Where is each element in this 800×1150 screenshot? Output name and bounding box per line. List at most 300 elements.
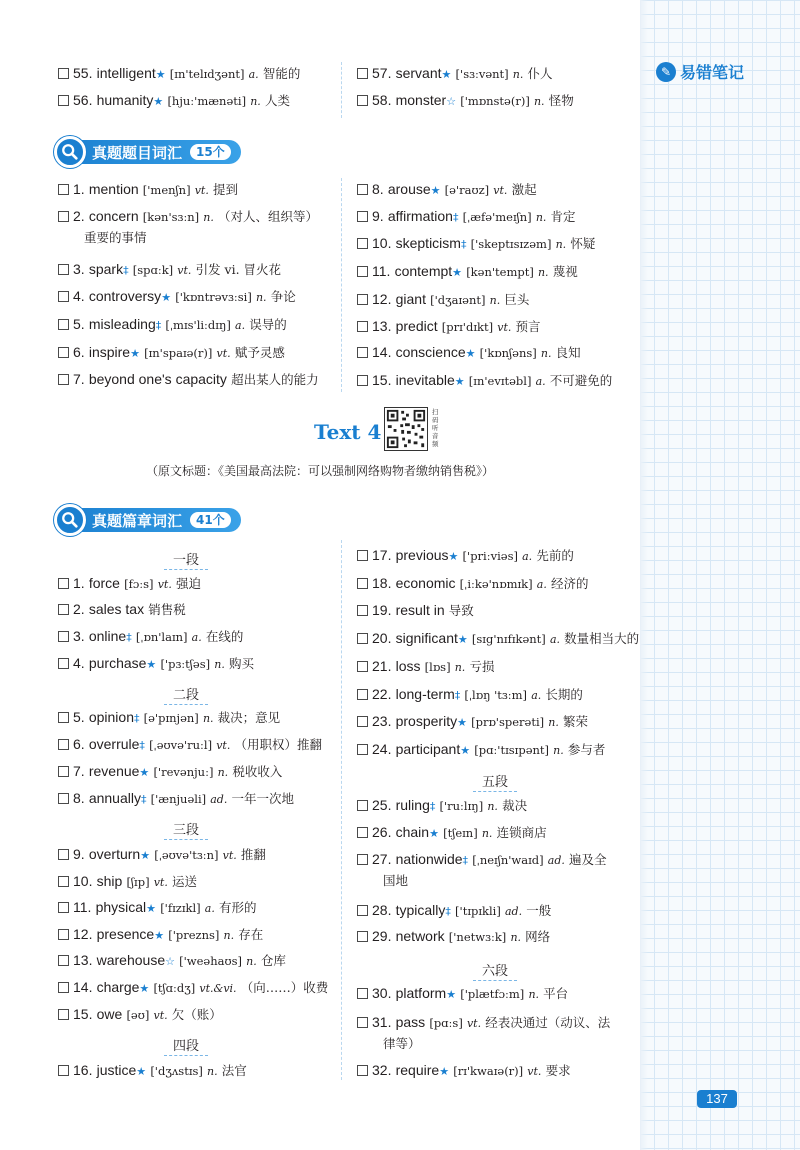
vocab-entry (357, 628, 657, 650)
entry-pronunciation: [spɑːk] (132, 263, 174, 277)
entry-word: inspire (88, 344, 131, 360)
checkbox[interactable] (357, 68, 368, 79)
entry-meaning: 遍及全 (569, 852, 607, 867)
entry-word: servant (395, 65, 442, 81)
entry-pronunciation: [rɪ'kwaɪə(r)] (453, 1064, 524, 1078)
entry-pronunciation: [sɪg'nɪfɪkənt] (471, 632, 546, 646)
entry-pronunciation: ['plætfɔːm] (460, 987, 525, 1001)
entry-meaning: 裁决；意见 (217, 710, 281, 725)
frequency-star-icon: ‡ (155, 319, 162, 332)
entry-word: chain (395, 824, 430, 840)
entry-meaning: 肯定 (550, 209, 576, 224)
entry-meaning: 法官 (221, 1063, 247, 1078)
pen-icon: ✎ (656, 62, 676, 82)
entry-meaning-continued: 律等） (383, 1036, 421, 1051)
entry-meaning: 仓库 (260, 953, 286, 968)
entry-number: 18. (372, 575, 392, 591)
checkbox[interactable] (58, 291, 69, 302)
entry-pronunciation: [ɪn'spaɪə(r)] (144, 346, 213, 360)
entry-pronunciation: ['skeptɪsɪzəm] (470, 237, 552, 251)
entry-word: warehouse (96, 952, 166, 968)
checkbox[interactable] (58, 578, 69, 589)
vocab-entry (58, 734, 358, 756)
entry-meaning: 强迫 (175, 576, 201, 591)
entry-pronunciation: [pɑː'tɪsɪpənt] (474, 743, 550, 757)
vocab-entry (58, 653, 358, 675)
frequency-star-icon: ‡ (429, 800, 436, 813)
entry-pronunciation: ['menʃn] (142, 183, 191, 197)
vocab-entry (58, 90, 358, 112)
frequency-star-icon: ★ (457, 716, 467, 729)
entry-number: 8. (73, 790, 85, 806)
checkbox[interactable] (357, 605, 368, 616)
entry-word: long-term (395, 686, 455, 702)
entry-pronunciation: [ˌɒn'laɪn] (135, 630, 188, 644)
entry-word: result in (395, 602, 445, 618)
entry-part-of-speech: n. (250, 95, 261, 108)
entry-word: prosperity (395, 713, 458, 729)
entry-part-of-speech: n. (255, 291, 267, 304)
entry-pronunciation: [tʃɑːdʒ] (153, 981, 196, 995)
entry-part-of-speech: n. (528, 988, 540, 1001)
entry-number: 6. (73, 736, 85, 752)
checkbox[interactable] (357, 347, 368, 358)
entry-part-of-speech: vt. (216, 739, 231, 752)
entry-word: presence (96, 926, 155, 942)
entry-number: 28. (372, 902, 392, 918)
entry-number: 20. (372, 630, 392, 646)
entry-number: 10. (73, 873, 93, 889)
vocab-entry (58, 844, 358, 866)
entry-word: physical (95, 899, 147, 915)
entry-word: typically (395, 902, 446, 918)
vocab-entry (58, 259, 358, 281)
paragraph-heading-3: 三段 (156, 819, 216, 838)
frequency-star-icon: ★ (139, 982, 150, 995)
entry-word: monster (395, 92, 447, 108)
checkbox[interactable] (357, 854, 368, 865)
checkbox[interactable] (357, 550, 368, 561)
entry-part-of-speech: n. (535, 211, 547, 224)
entry-word: loss (395, 658, 421, 674)
entry-part-of-speech: n. (207, 1065, 218, 1078)
entry-number: 3. (73, 261, 85, 277)
frequency-star-icon: ★ (452, 266, 463, 279)
entry-pronunciation: ['kɒnʃəns] (479, 346, 537, 360)
paragraph-heading-5: 五段 (465, 771, 525, 790)
entry-meaning: 引发 vi. 冒火花 (195, 262, 282, 277)
entry-pronunciation: ['sɜːvənt] (455, 67, 509, 81)
entry-word: nationwide (395, 851, 463, 867)
frequency-star-icon: ★ (155, 68, 166, 81)
grid-side-panel (640, 0, 800, 1150)
vocab-entry (357, 1012, 657, 1051)
paragraph-heading-6: 六段 (465, 960, 525, 979)
frequency-star-icon: ★ (146, 902, 157, 915)
entry-part-of-speech: vt. (527, 1065, 542, 1078)
vocab-entry (58, 573, 358, 595)
entry-pronunciation: [ˌəʊvə'tɜːn] (154, 848, 219, 862)
checkbox[interactable] (58, 264, 69, 275)
entry-number: 2. (73, 208, 85, 224)
entry-word: charge (96, 979, 140, 995)
entry-number: 25. (372, 797, 392, 813)
entry-part-of-speech: ad. (547, 854, 565, 867)
entry-part-of-speech: vt.&vi. (199, 982, 237, 995)
checkbox[interactable] (357, 716, 368, 727)
entry-pronunciation: [prɒ'sperəti] (471, 715, 545, 729)
entry-number: 23. (372, 713, 392, 729)
frequency-star-icon: ‡ (452, 211, 459, 224)
entry-word: contempt (394, 263, 453, 279)
entry-pronunciation: ['netwɜːk] (448, 930, 507, 944)
entry-part-of-speech: n. (223, 929, 235, 942)
frequency-star-icon: ‡ (462, 854, 469, 867)
entry-pronunciation: ['ruːlɪŋ] (439, 799, 484, 813)
vocab-entry (357, 600, 657, 622)
vocab-entry (58, 788, 358, 810)
entry-meaning: 有形的 (218, 900, 257, 915)
magnifier-icon (54, 504, 86, 536)
checkbox[interactable] (357, 184, 368, 195)
entry-word: pass (395, 1014, 426, 1030)
entry-word: skepticism (395, 235, 461, 251)
entry-number: 17. (372, 547, 392, 563)
frequency-star-icon: ★ (140, 849, 151, 862)
frequency-star-icon: ★ (446, 988, 457, 1001)
entry-meaning-continued: 国地 (383, 873, 409, 888)
entry-number: 11. (372, 263, 391, 279)
entry-number: 14. (372, 344, 392, 360)
entry-number: 10. (372, 235, 392, 251)
entry-pronunciation: ['ænjuəli] (150, 792, 207, 806)
frequency-star-icon: ‡ (460, 238, 467, 251)
vocab-entry (58, 1060, 358, 1082)
checkbox[interactable] (357, 321, 368, 332)
entry-number: 4. (73, 288, 85, 304)
page-number: 137 (697, 1090, 737, 1108)
entry-part-of-speech: n. (489, 294, 501, 307)
entry-part-of-speech: vt. (177, 264, 192, 277)
checkbox[interactable] (58, 319, 69, 330)
entry-pronunciation: ['dʒʌstɪs] (150, 1064, 203, 1078)
entry-meaning: 导致 (448, 603, 474, 618)
entry-number: 29. (372, 928, 392, 944)
entry-pronunciation: [ə'pɪnjən] (143, 711, 199, 725)
entry-pronunciation: [ˌæfə'meɪʃn] (462, 210, 532, 224)
checkbox[interactable] (58, 374, 69, 385)
entry-part-of-speech: a. (536, 578, 547, 591)
entry-word: force (88, 575, 120, 591)
entry-number: 30. (372, 985, 392, 1001)
checkbox[interactable] (357, 294, 368, 305)
paragraph-heading-4: 四段 (156, 1035, 216, 1054)
entry-number: 16. (73, 1062, 93, 1078)
column-divider (341, 62, 342, 118)
checkbox[interactable] (357, 266, 368, 277)
checkbox[interactable] (58, 849, 69, 860)
entry-meaning: 一般 (526, 903, 552, 918)
entry-pronunciation: [ɪn'telɪdʒənt] (169, 67, 245, 81)
frequency-star-icon: ‡ (139, 739, 145, 752)
entry-pronunciation: [ˌəʊvə'ruːl] (149, 738, 213, 752)
entry-part-of-speech: vt. (493, 184, 508, 197)
entry-part-of-speech: vt. (222, 849, 237, 862)
checkbox[interactable] (58, 1009, 69, 1020)
vocab-entry (357, 370, 657, 392)
entry-part-of-speech: a. (191, 631, 202, 644)
entry-pronunciation: ['kɒntrəvɜːsi] (175, 290, 252, 304)
side-title (656, 60, 744, 83)
entry-pronunciation: [fɔːs] (124, 577, 154, 591)
vocab-entry (357, 179, 657, 201)
frequency-star-icon: ‡ (445, 905, 451, 918)
entry-meaning: 误导的 (249, 317, 287, 332)
checkbox[interactable] (58, 766, 69, 777)
frequency-star-icon: ‡ (133, 712, 140, 725)
entry-word: economic (395, 575, 456, 591)
entry-number: 2. (73, 601, 85, 617)
entry-number: 5. (73, 316, 85, 332)
entry-number: 1. (73, 575, 85, 591)
entry-part-of-speech: n. (510, 931, 522, 944)
entry-pronunciation: [ʃɪp] (126, 875, 150, 889)
checkbox[interactable] (357, 1017, 368, 1028)
entry-part-of-speech: n. (533, 95, 545, 108)
entry-pronunciation: ['pɜːtʃəs] (160, 657, 211, 671)
entry-number: 24. (372, 741, 392, 757)
entry-part-of-speech: vt. (153, 876, 168, 889)
entry-part-of-speech: n. (553, 744, 564, 757)
entry-number: 7. (73, 763, 85, 779)
checkbox[interactable] (357, 661, 368, 672)
entry-meaning: 蔑视 (552, 264, 578, 279)
checkbox[interactable] (58, 604, 69, 615)
entry-meaning: 运送 (172, 874, 198, 889)
entry-number: 12. (73, 926, 93, 942)
checkbox[interactable] (357, 211, 368, 222)
checkbox[interactable] (58, 982, 69, 993)
entry-number: 32. (372, 1062, 392, 1078)
entry-pronunciation: [kən'tempt] (466, 265, 534, 279)
entry-meaning: 人类 (264, 93, 290, 108)
entry-word: overturn (88, 846, 141, 862)
checkbox[interactable] (58, 211, 69, 222)
entry-number: 11. (73, 899, 92, 915)
entry-meaning: 欠（账） (171, 1007, 222, 1022)
vocab-entry (357, 573, 657, 595)
entry-number: 3. (73, 628, 85, 644)
entry-word: participant (395, 741, 461, 757)
entry-meaning: 提到 (212, 182, 238, 197)
vocab-entry (58, 626, 358, 648)
word-count-badge: 15个 (190, 144, 231, 160)
entry-pronunciation: [pɑːs] (429, 1016, 463, 1030)
checkbox[interactable] (58, 631, 69, 642)
checkbox[interactable] (357, 988, 368, 999)
frequency-star-icon: ★ (441, 68, 452, 81)
entry-meaning: 激起 (511, 182, 537, 197)
entry-part-of-speech: vt. (157, 578, 172, 591)
entry-pronunciation: ['weəhaʊs] (179, 954, 243, 968)
entry-word: purchase (88, 655, 147, 671)
passage-subtitle: （原文标题：《美国最高法院：可以强制网络购物者缴纳销售税》） (145, 464, 494, 478)
vocab-entry (357, 711, 657, 733)
checkbox[interactable] (357, 931, 368, 942)
vocab-entry (58, 286, 358, 308)
paragraph-heading-1: 一段 (156, 549, 216, 568)
checkbox[interactable] (58, 739, 69, 750)
column-divider (341, 178, 342, 392)
entry-part-of-speech: n. (214, 658, 225, 671)
checkbox[interactable] (58, 95, 69, 106)
entry-word: significant (395, 630, 458, 646)
checkbox[interactable] (58, 1065, 69, 1076)
entry-pronunciation: [ˌmɪs'liːdɪŋ] (165, 318, 231, 332)
entry-meaning: 销售税 (148, 602, 186, 617)
entry-word: affirmation (387, 208, 453, 224)
entry-pronunciation: [ˌneɪʃn'waɪd] (472, 853, 544, 867)
entry-number: 4. (73, 655, 85, 671)
entry-meaning: 不可避免的 (549, 373, 613, 388)
entry-part-of-speech: vt. (466, 1017, 482, 1030)
frequency-star-icon: ☆ (165, 955, 175, 968)
entry-word: revenue (88, 763, 140, 779)
checkbox[interactable] (58, 658, 69, 669)
entry-word: humanity (96, 92, 154, 108)
checkbox[interactable] (357, 238, 368, 249)
vocab-entry (58, 871, 358, 893)
frequency-star-icon: ★ (460, 744, 471, 757)
entry-word: platform (395, 985, 447, 1001)
vocab-entry (357, 206, 657, 228)
entry-part-of-speech: vt. (216, 347, 231, 360)
checkbox[interactable] (357, 1065, 368, 1076)
entry-number: 1. (73, 181, 85, 197)
vocab-entry (357, 1060, 657, 1082)
entry-pronunciation: ['mɒnstə(r)] (460, 94, 530, 108)
entry-part-of-speech: n. (454, 661, 466, 674)
checkbox[interactable] (58, 929, 69, 940)
vocab-entry (357, 849, 657, 888)
entry-word: annually (88, 790, 141, 806)
checkbox[interactable] (58, 712, 69, 723)
checkbox[interactable] (58, 876, 69, 887)
checkbox[interactable] (58, 793, 69, 804)
entry-word: concern (88, 208, 139, 224)
entry-meaning: 存在 (238, 927, 264, 942)
vocab-entry (58, 761, 358, 783)
checkbox[interactable] (357, 95, 368, 106)
entry-meaning-continued: 重要的事情 (84, 230, 147, 245)
checkbox[interactable] (357, 800, 368, 811)
vocab-entry (357, 316, 657, 338)
entry-pronunciation: [ˌlɒŋ 'tɜːm] (464, 688, 528, 702)
entry-pronunciation: ['fɪzɪkl] (160, 901, 201, 915)
checkbox[interactable] (357, 375, 368, 386)
vocab-entry (58, 977, 358, 999)
entry-meaning: 裁决 (502, 798, 528, 813)
entry-part-of-speech: ad. (210, 793, 228, 806)
entry-meaning: 赋予灵感 (234, 345, 285, 360)
entry-part-of-speech: n. (555, 238, 567, 251)
entry-pronunciation: [prɪ'dɪkt] (441, 320, 494, 334)
section-header-passage-vocab (58, 508, 241, 532)
entry-word: arouse (387, 181, 431, 197)
checkbox[interactable] (357, 633, 368, 644)
vocab-entry (58, 314, 358, 336)
qr-label: 扫码听音频 (432, 408, 439, 448)
entry-meaning: 推翻 (240, 847, 266, 862)
entry-part-of-speech: n. (246, 955, 257, 968)
entry-number: 58. (372, 92, 392, 108)
entry-meaning: （用职权）推翻 (234, 737, 322, 752)
checkbox[interactable] (357, 827, 368, 838)
frequency-star-icon: ★ (457, 633, 468, 646)
entry-pronunciation: ['revənjuː] (153, 765, 214, 779)
checkbox[interactable] (58, 955, 69, 966)
entry-word: spark (88, 261, 124, 277)
entry-part-of-speech: n. (217, 766, 229, 779)
checkbox[interactable] (58, 902, 69, 913)
checkbox[interactable] (58, 347, 69, 358)
entry-meaning: 参与者 (567, 742, 606, 757)
entry-word: intelligent (96, 65, 156, 81)
entry-word: network (395, 928, 445, 944)
frequency-star-icon: ★ (430, 184, 441, 197)
entry-part-of-speech: ad. (505, 905, 523, 918)
frequency-star-icon: ★ (139, 766, 150, 779)
vocab-entry (357, 545, 657, 567)
vocab-entry (58, 1004, 358, 1026)
entry-word: previous (395, 547, 449, 563)
frequency-star-icon: ★ (454, 375, 465, 388)
entry-meaning: 一年一次地 (231, 791, 295, 806)
paragraph-heading-2: 二段 (156, 684, 216, 703)
vocab-entry (58, 206, 358, 245)
vocab-entry (357, 90, 657, 112)
entry-word: controversy (88, 288, 162, 304)
entry-meaning: 经表决通过（动议、法 (485, 1015, 611, 1030)
checkbox[interactable] (58, 184, 69, 195)
frequency-star-icon: ★ (154, 929, 165, 942)
entry-word: require (395, 1062, 440, 1078)
vocab-entry (58, 599, 358, 621)
entry-meaning: 购买 (229, 656, 255, 671)
checkbox[interactable] (357, 905, 368, 916)
entry-number: 57. (372, 65, 392, 81)
entry-part-of-speech: n. (481, 827, 493, 840)
entry-meaning: 预言 (515, 319, 541, 334)
checkbox[interactable] (357, 578, 368, 589)
entry-word: sales tax (88, 601, 145, 617)
entry-pronunciation: ['dʒaɪənt] (430, 293, 486, 307)
vocab-entry (357, 983, 657, 1005)
entry-meaning: 长期的 (545, 687, 583, 702)
entry-word: ship (96, 873, 123, 889)
entry-pronunciation: [tʃeɪn] (443, 826, 478, 840)
entry-number: 8. (372, 181, 384, 197)
entry-meaning: 在线的 (205, 629, 244, 644)
checkbox[interactable] (357, 744, 368, 755)
checkbox[interactable] (58, 68, 69, 79)
entry-meaning: 超出某人的能力 (231, 372, 319, 387)
section-label: 真题题目词汇 (92, 143, 183, 162)
checkbox[interactable] (357, 689, 368, 700)
entry-pronunciation: ['tɪpɪkli] (455, 904, 501, 918)
frequency-star-icon: ‡ (140, 793, 147, 806)
qr-code-icon[interactable] (384, 407, 428, 451)
